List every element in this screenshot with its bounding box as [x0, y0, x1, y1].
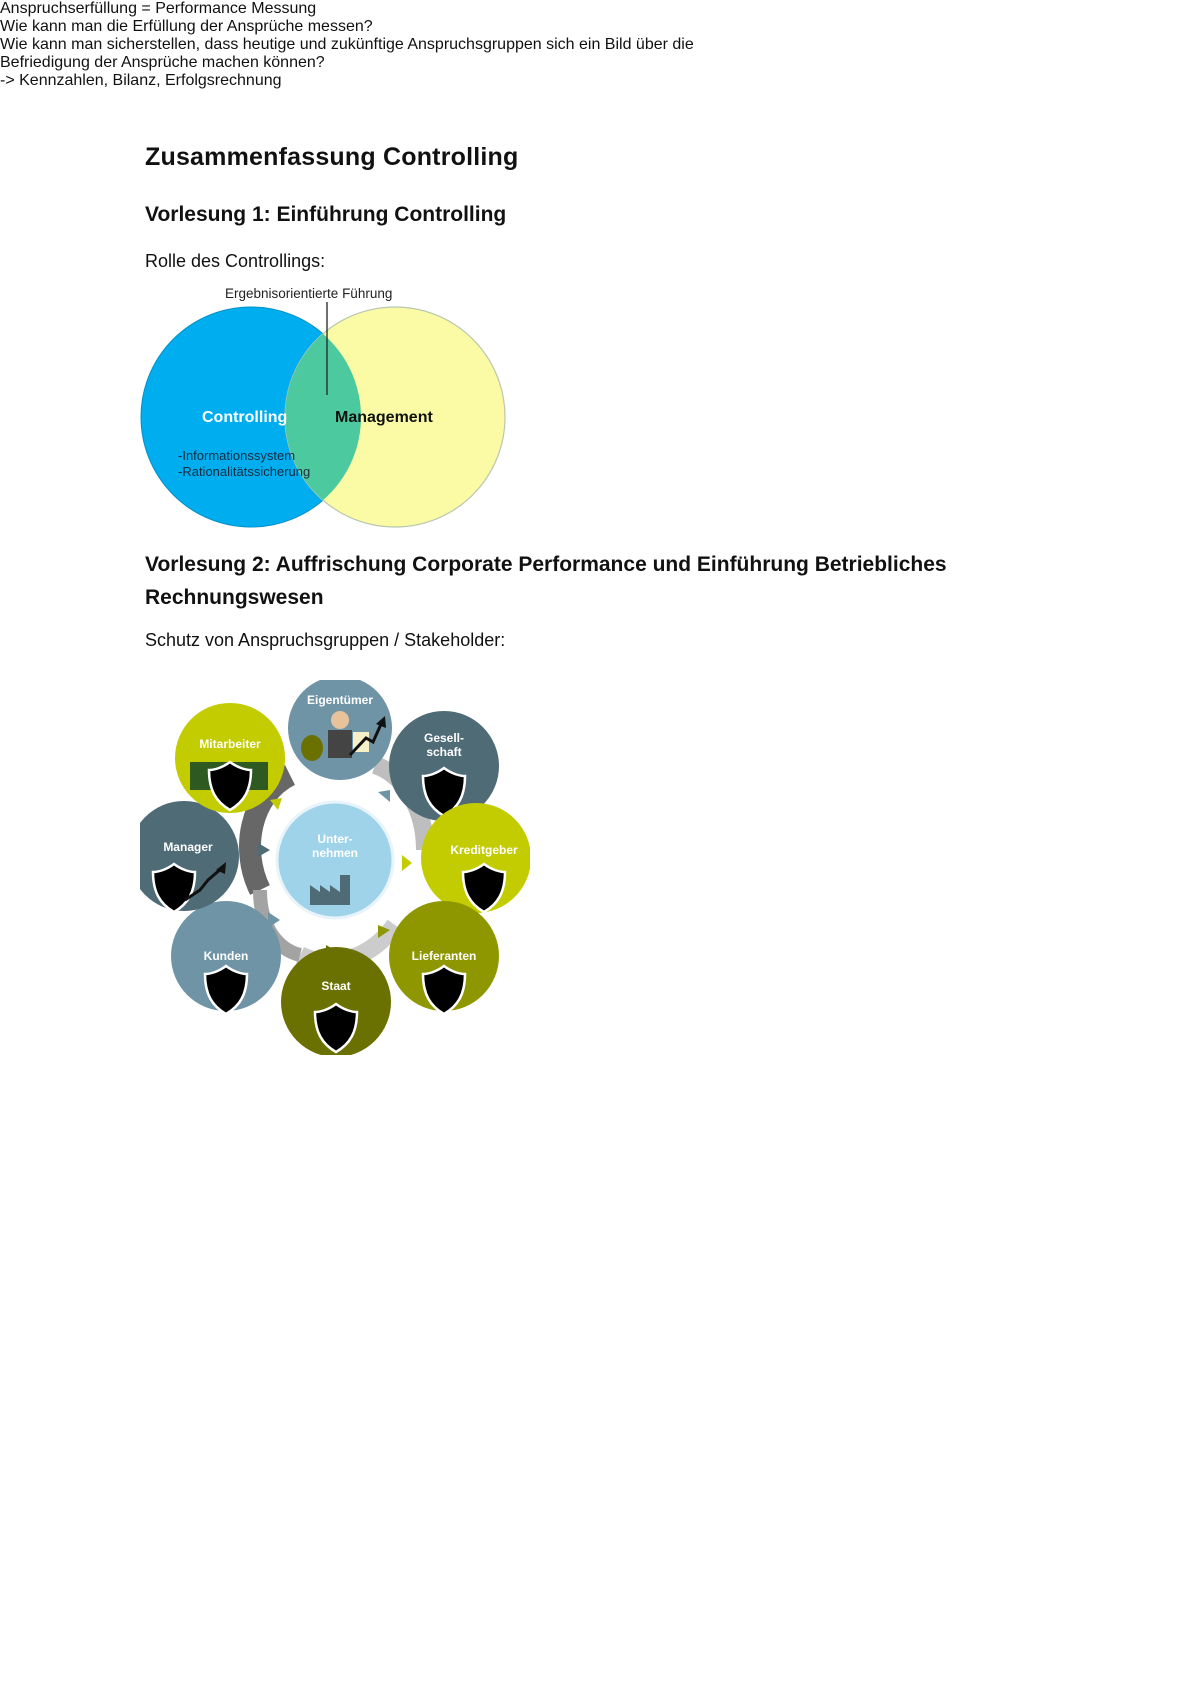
group-kreditgeber	[421, 803, 530, 913]
gesellschaft-label-1: Gesell-	[423, 731, 465, 745]
kunden-label: Kunden	[203, 949, 249, 963]
group-staat	[281, 947, 391, 1055]
controlling-label: Controlling	[202, 409, 288, 426]
section-1-heading: Vorlesung 1: Einführung Controlling	[145, 203, 507, 226]
manager-label: Manager	[163, 840, 213, 854]
section-2-intro: Schutz von Anspruchsgruppen / Stakeholder:	[145, 630, 506, 650]
group-mitarbeiter	[175, 703, 285, 813]
group-manager	[140, 801, 239, 912]
center-label-1: Unter-	[317, 832, 353, 846]
stakeholder-diagram	[140, 680, 530, 1055]
controlling-item-1: -Informationssystem	[178, 448, 296, 463]
text-line-2: Wie kann man die Erfüllung der Ansprüche messen?	[0, 18, 373, 35]
controlling-item-2: -Rationalitätssicherung	[178, 464, 311, 479]
group-lieferanten	[389, 901, 499, 1014]
section-1-intro: Rolle des Controllings:	[145, 251, 326, 271]
group-eigentuemer	[288, 680, 392, 780]
kreditgeber-label: Kreditgeber	[450, 843, 518, 857]
text-line-1: Anspruchserfüllung = Performance Messung	[0, 0, 317, 17]
mitarbeiter-label: Mitarbeiter	[199, 737, 261, 751]
text-line-4: Befriedigung der Ansprüche machen können?	[0, 54, 325, 71]
center-label-2: nehmen	[311, 846, 359, 860]
text-line-3: Wie kann man sicherstellen, dass heutige und zukünftige Anspruchsgruppen sich ein Bild über die	[0, 36, 694, 53]
group-kunden	[171, 901, 281, 1014]
section-2-heading: Vorlesung 2: Auffrischung Corporate Performance und Einführung Betriebliches Rechnungswesen	[145, 553, 947, 609]
gesellschaft-label-2: schaft	[426, 745, 462, 759]
overlap-label: Ergebnisorientierte Führung	[225, 286, 393, 301]
text-line-5: -> Kennzahlen, Bilanz, Erfolgsrechnung	[0, 72, 282, 89]
center-unternehmen	[277, 802, 393, 918]
lieferanten-label: Lieferanten	[411, 949, 477, 963]
page-title: Zusammenfassung Controlling	[145, 143, 519, 171]
staat-label: Staat	[321, 979, 351, 993]
management-label: Management	[335, 409, 433, 426]
venn-diagram	[140, 285, 520, 530]
eigentuemer-label: Eigentümer	[306, 693, 374, 707]
